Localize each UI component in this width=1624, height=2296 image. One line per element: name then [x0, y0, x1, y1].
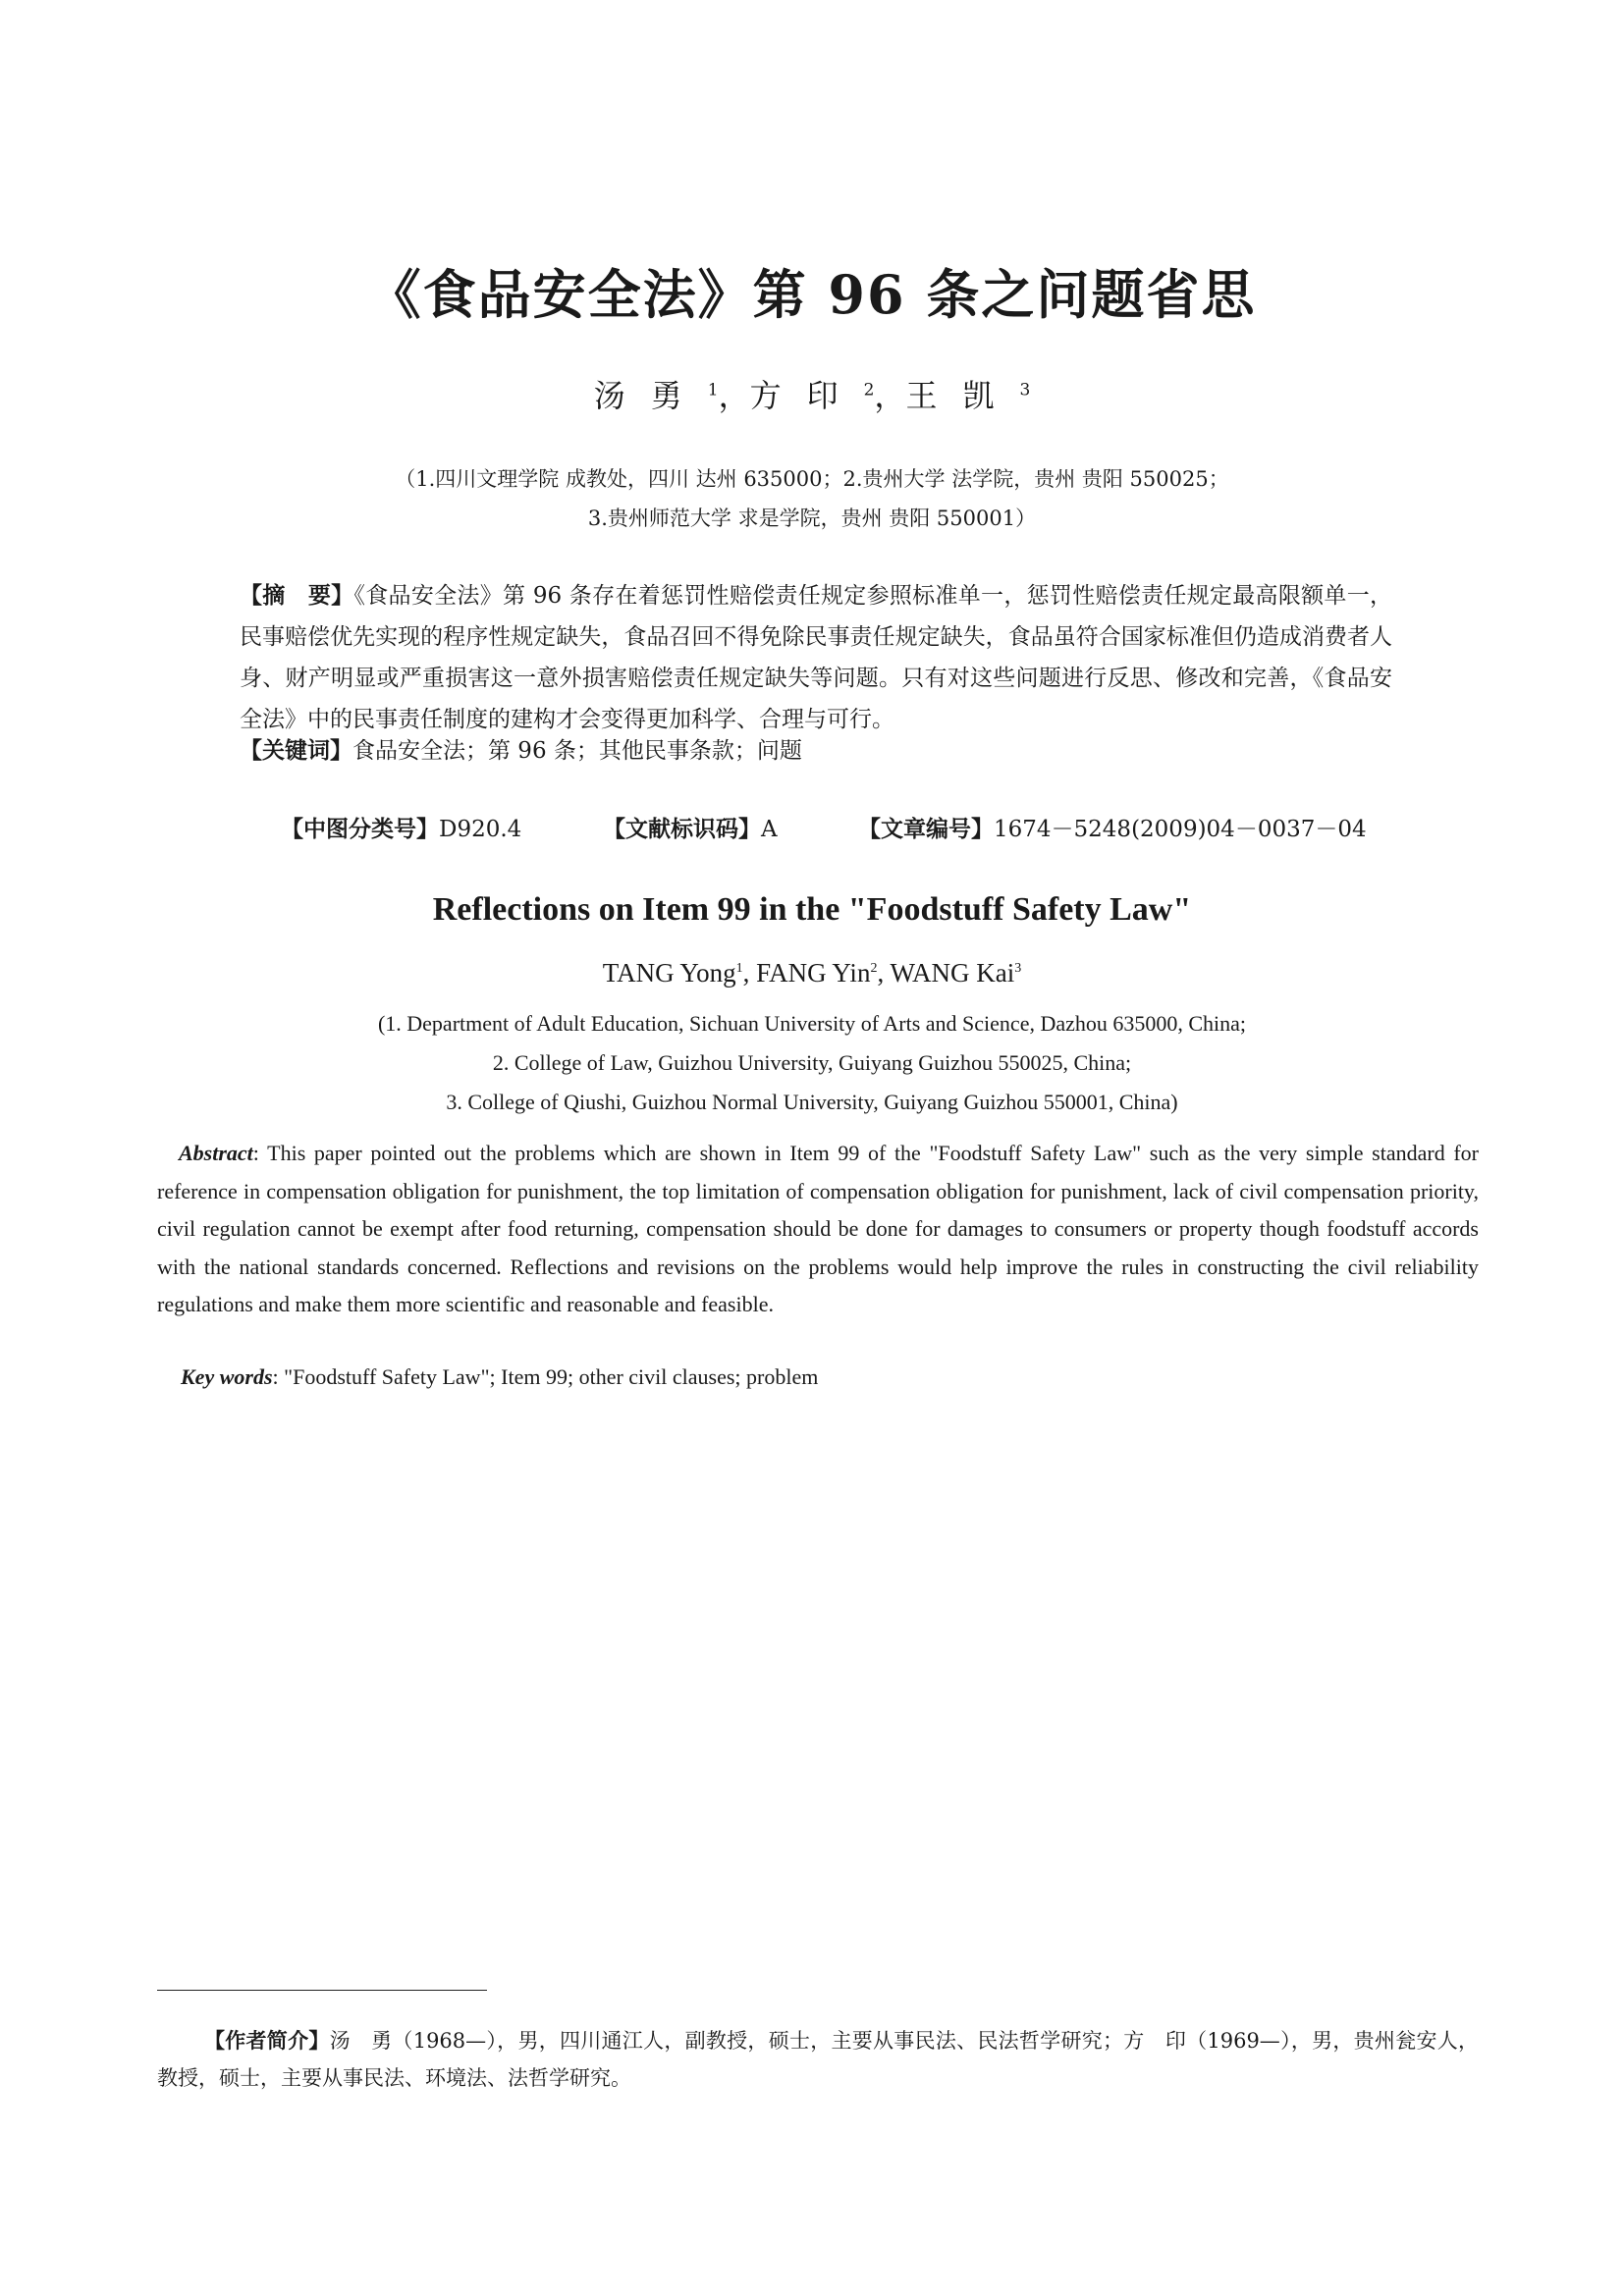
- author-bio-label: 【作者简介】: [204, 2029, 330, 2053]
- author-bio-footnote: [157, 2022, 1479, 2097]
- author-cn-sup: 3: [1019, 380, 1031, 400]
- affiliation-cn-line: 3.贵州师范大学 求是学院，贵州 贵阳 550001）: [587, 507, 1037, 530]
- article-number: [858, 811, 1367, 843]
- author-en-name: WANG Kai: [890, 958, 1015, 988]
- abstract-en: Abstract: This paper pointed out the problems which are shown in Item 99 of the "Foodstuff Safety Law" such as the very simple standard for reference in compensation obligation for punishment, the top limitation of compensation obligation for punishment, lack of civil compensation priority, civil regulation cannot be exempt after food returning, compensation should be done for damages to consumers or property though foodstuff accords with the national standards concerned. Reflections and revisions on the problems would help improve the rules in constructing the civil reliability regulations and make them more scientific and reasonable and feasible.: [157, 1141, 1479, 1317]
- authors-cn: 汤勇$^1$，方印$^2$，王凯$^3$: [593, 377, 1031, 414]
- author-en-name: FANG Yin: [756, 958, 871, 988]
- paper-title-en: Reflections on Item 99 in the "Foodstuff Safety Law": [432, 891, 1192, 928]
- footnote-divider: [157, 1990, 487, 1991]
- clc-label: 【中图分类号】: [281, 817, 439, 842]
- affiliation-en-line: (1. Department of Adult Education, Sichuan University of Arts and Science, Dazhou 635000, China;: [377, 1011, 1247, 1036]
- author-cn-sup: 1: [707, 380, 719, 400]
- affiliation-en-line: 2. College of Law, Guizhou University, Guiyang Guizhou 550025, China;: [492, 1050, 1132, 1075]
- clc-value: D920.4: [439, 817, 522, 842]
- keywords-en: Key words: "Foodstuff Safety Law"; Item 99; other civil clauses; problem: [181, 1364, 819, 1389]
- document-code: [603, 811, 778, 843]
- document-code-label: 【文献标识码】: [603, 817, 761, 842]
- author-bio-text: 汤 勇（1968—），男，四川通江人，副教授，硕士，主要从事民法、民法哲学研究；方 印（1969—），男，贵州瓮安人，教授，硕士，主要从事民法、环境法、法哲学研究。: [157, 2029, 1479, 2090]
- author-cn-name: 方印: [749, 377, 864, 414]
- author-en-name: TANG Yong: [602, 958, 736, 988]
- document-code-value: A: [761, 817, 778, 842]
- author-cn-sup: 2: [863, 380, 875, 400]
- clc-number: [281, 811, 521, 843]
- author-cn-name: 汤勇: [593, 377, 708, 414]
- abstract-cn-label: 【摘 要】: [240, 583, 354, 609]
- keywords-cn: [240, 732, 802, 765]
- affiliation-en-line: 3. College of Qiushi, Guizhou Normal University, Guiyang Guizhou 550001, China): [446, 1090, 1178, 1114]
- abstract-cn-text: 《食品安全法》第 96 条存在着惩罚性赔偿责任规定参照标准单一，惩罚性赔偿责任规定最高限额单一，民事赔偿优先实现的程序性规定缺失，食品召回不得免除民事责任规定缺失，食品虽符合国家标准但仍造成消费者人身、财产明显或严重损害这一意外损害赔偿责任规定缺失等问题。只有对这些问题进行反思、修改和完善，《食品安全法》中的民事责任制度的建构才会变得更加科学、合理与可行。: [240, 583, 1393, 732]
- author-en-sup: 3: [1014, 961, 1022, 976]
- abstract-en-label: Abstract: [179, 1141, 253, 1165]
- abstract-cn: [240, 575, 1392, 740]
- article-number-value: 1674－5248(2009)04－0037－04: [994, 817, 1367, 842]
- author-en-sup: 1: [735, 961, 743, 976]
- abstract-en-text: This paper pointed out the problems which are shown in Item 99 of the "Foodstuff Safety Law" such as the very simple standard for reference in compensation obligation for punishment, the top limitation of compensation obligation for punishment, lack of civil compensation priority, civil regulation cannot be exempt after food returning, compensation should be done for damages to consumers or property though foodstuff accords with the national standards concerned. Reflections and revisions on the problems would help improve the rules in constructing the civil reliability regulations and make them more scientific and reasonable and feasible.: [157, 1141, 1479, 1317]
- keywords-en-label: Key words: [181, 1364, 273, 1389]
- affiliation-cn-line: （1.四川文理学院 成教处，四川 达州 635000；2.贵州大学 法学院，贵州 贵阳 550025；: [395, 467, 1229, 491]
- article-number-label: 【文章编号】: [858, 817, 994, 842]
- keywords-cn-text: 食品安全法；第 96 条；其他民事条款；问题: [352, 738, 802, 764]
- author-cn-name: 王凯: [905, 377, 1020, 414]
- authors-en: TANG Yong$^1$, FANG Yin$^2$, WANG Kai$^3$: [602, 958, 1022, 988]
- keywords-en-text: "Foodstuff Safety Law"; Item 99; other civil clauses; problem: [284, 1364, 819, 1389]
- keywords-cn-label: 【关键词】: [240, 738, 352, 764]
- author-en-sup: 2: [870, 961, 878, 976]
- paper-title-cn: 《食品安全法》第 96 条之问题省思: [367, 263, 1257, 326]
